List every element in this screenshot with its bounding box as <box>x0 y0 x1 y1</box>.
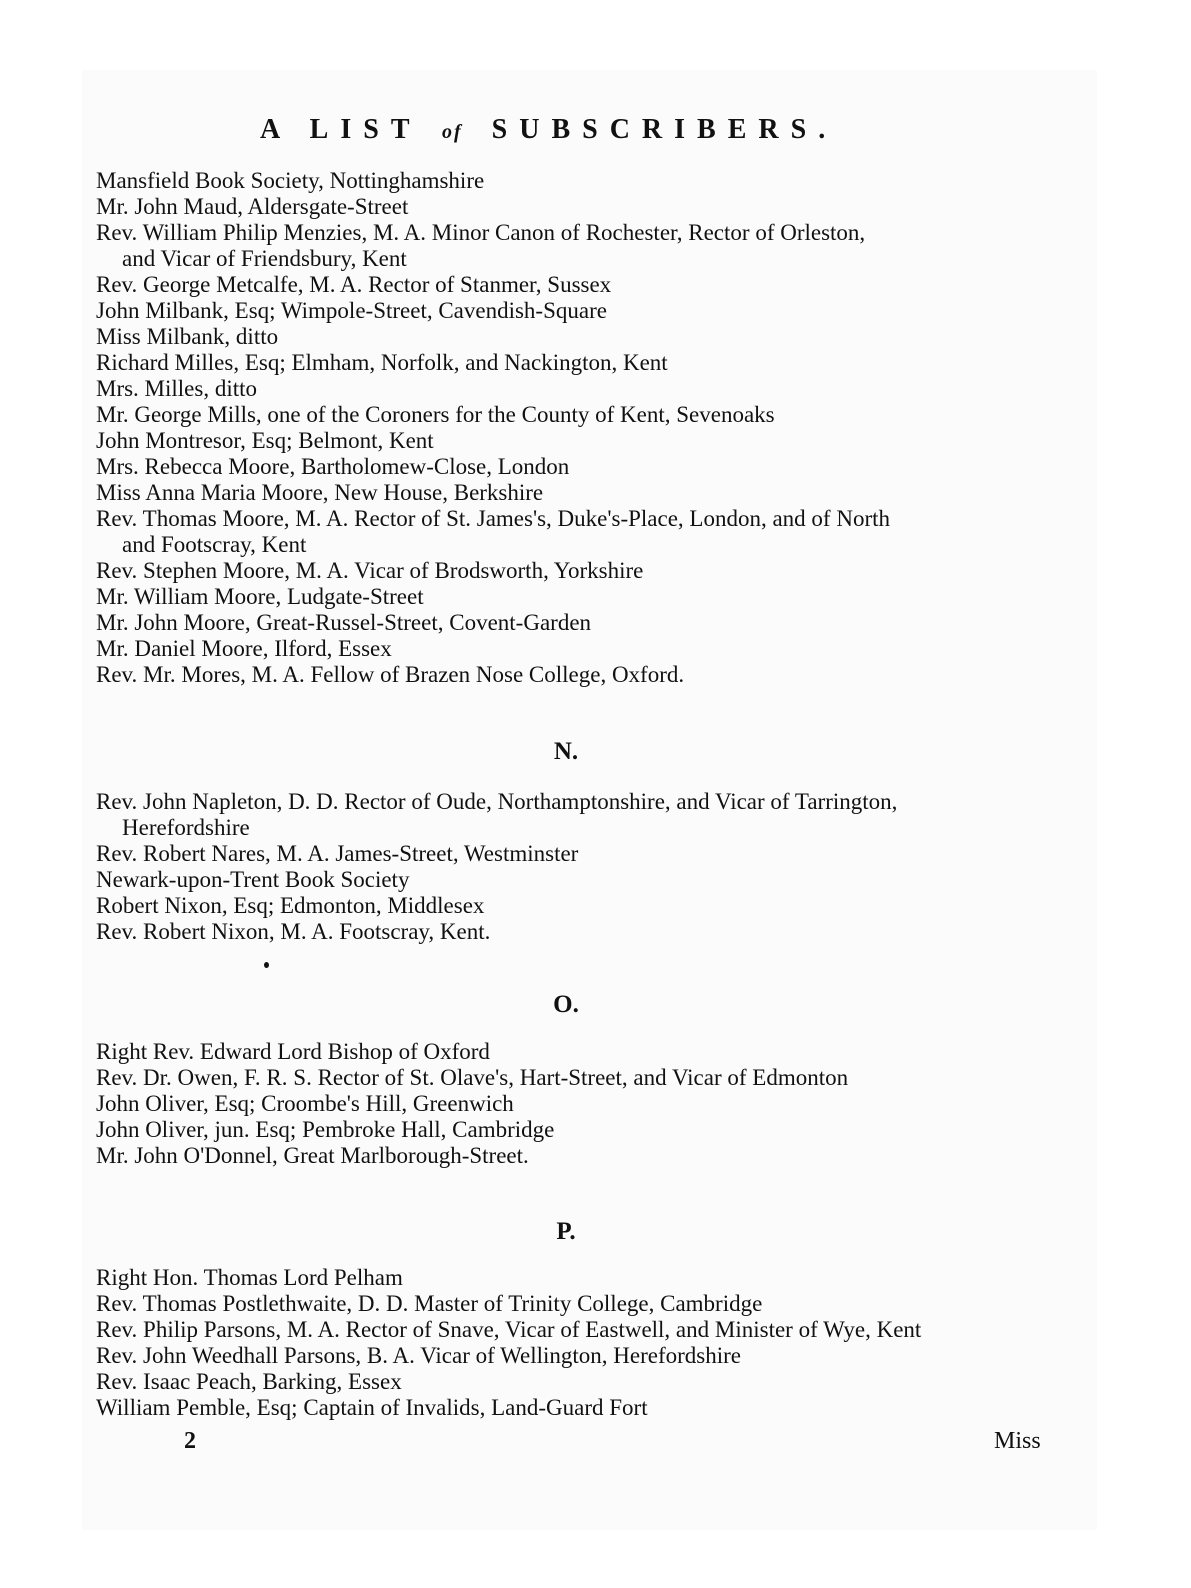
heading-part-3: SUBSCRIBERS. <box>491 114 838 145</box>
subscriber-entry: Mrs. Milles, ditto <box>96 376 258 401</box>
subscriber-list-m <box>96 168 1086 688</box>
subscriber-entry: John Oliver, Esq; Croombe's Hill, Greenwich <box>96 1091 514 1116</box>
subscriber-entry: Miss Anna Maria Moore, New House, Berkshire <box>96 480 544 505</box>
subscriber-entry: Robert Nixon, Esq; Edmonton, Middlesex <box>96 893 485 918</box>
subscriber-entry: Newark-upon-Trent Book Society <box>96 867 410 892</box>
stray-ink-mark <box>264 962 269 968</box>
section-letter-o: O. <box>553 991 579 1018</box>
subscriber-entry: Mr. John Maud, Aldersgate-Street <box>96 194 409 219</box>
subscriber-entry: Mr. John Moore, Great-Russel-Street, Covent-Garden <box>96 610 592 635</box>
subscriber-list-n <box>96 789 1086 945</box>
subscriber-entry: Rev. Robert Nares, M. A. James-Street, Westminster <box>96 841 579 866</box>
subscriber-entry: Mr. Daniel Moore, Ilford, Essex <box>96 636 392 661</box>
subscriber-entry: Rev. Isaac Peach, Barking, Essex <box>96 1369 402 1394</box>
section-letter-p: P. <box>556 1218 576 1245</box>
subscriber-entry: William Pemble, Esq; Captain of Invalids, Land-Guard Fort <box>96 1395 648 1420</box>
subscriber-entry: Mrs. Rebecca Moore, Bartholomew-Close, London <box>96 454 570 479</box>
subscriber-entry: Rev. John Weedhall Parsons, B. A. Vicar of Wellington, Herefordshire <box>96 1343 741 1368</box>
subscriber-entry: John Montresor, Esq; Belmont, Kent <box>96 428 434 453</box>
heading-part-2: of <box>442 121 463 143</box>
subscriber-entry: Rev. Mr. Mores, M. A. Fellow of Brazen Nose College, Oxford. <box>96 662 685 687</box>
subscriber-list-p <box>96 1265 1086 1421</box>
subscriber-entry: Richard Milles, Esq; Elmham, Norfolk, and Nackington, Kent <box>96 350 668 375</box>
heading-part-1: A LIST <box>260 114 421 145</box>
subscriber-entry: Miss Milbank, ditto <box>96 324 279 349</box>
subscriber-entry: John Milbank, Esq; Wimpole-Street, Cavendish-Square <box>96 298 607 323</box>
subscriber-entry: Right Hon. Thomas Lord Pelham <box>96 1265 403 1290</box>
section-letter-n: N. <box>553 738 579 765</box>
subscriber-entry: Rev. Robert Nixon, M. A. Footscray, Kent. <box>96 919 491 944</box>
page-heading <box>260 113 900 149</box>
subscriber-entry: Rev. Dr. Owen, F. R. S. Rector of St. Olave's, Hart-Street, and Vicar of Edmonton <box>96 1065 849 1090</box>
subscriber-entry: Rev. William Philip Menzies, M. A. Minor Canon of Rochester, Rector of Orleston, and Vicar of Friendsbury, Kent <box>96 220 866 271</box>
subscriber-entry: Rev. Philip Parsons, M. A. Rector of Snave, Vicar of Eastwell, and Minister of Wye, Kent <box>96 1317 922 1342</box>
catchword: Miss <box>994 1428 1041 1454</box>
subscriber-list-o <box>96 1039 1086 1169</box>
subscriber-entry: John Oliver, jun. Esq; Pembroke Hall, Cambridge <box>96 1117 555 1142</box>
subscriber-entry: Rev. Thomas Postlethwaite, D. D. Master of Trinity College, Cambridge <box>96 1291 763 1316</box>
subscriber-entry: Rev. Stephen Moore, M. A. Vicar of Brodsworth, Yorkshire <box>96 558 644 583</box>
subscriber-entry: Rev. Thomas Moore, M. A. Rector of St. James's, Duke's-Place, London, and of North and Footscray, Kent <box>96 506 891 557</box>
subscriber-entry: Right Rev. Edward Lord Bishop of Oxford <box>96 1039 490 1064</box>
subscriber-entry: Rev. George Metcalfe, M. A. Rector of Stanmer, Sussex <box>96 272 612 297</box>
subscriber-entry: Mr. George Mills, one of the Coroners for the County of Kent, Sevenoaks <box>96 402 775 427</box>
page-number: 2 <box>184 1428 196 1454</box>
subscriber-entry: Mr. William Moore, Ludgate-Street <box>96 584 424 609</box>
subscriber-entry: Rev. John Napleton, D. D. Rector of Oude, Northamptonshire, and Vicar of Tarrington, Herefordshire <box>96 789 898 840</box>
subscriber-entry: Mr. John O'Donnel, Great Marlborough-Street. <box>96 1143 529 1168</box>
subscriber-entry: Mansfield Book Society, Nottinghamshire <box>96 168 485 193</box>
